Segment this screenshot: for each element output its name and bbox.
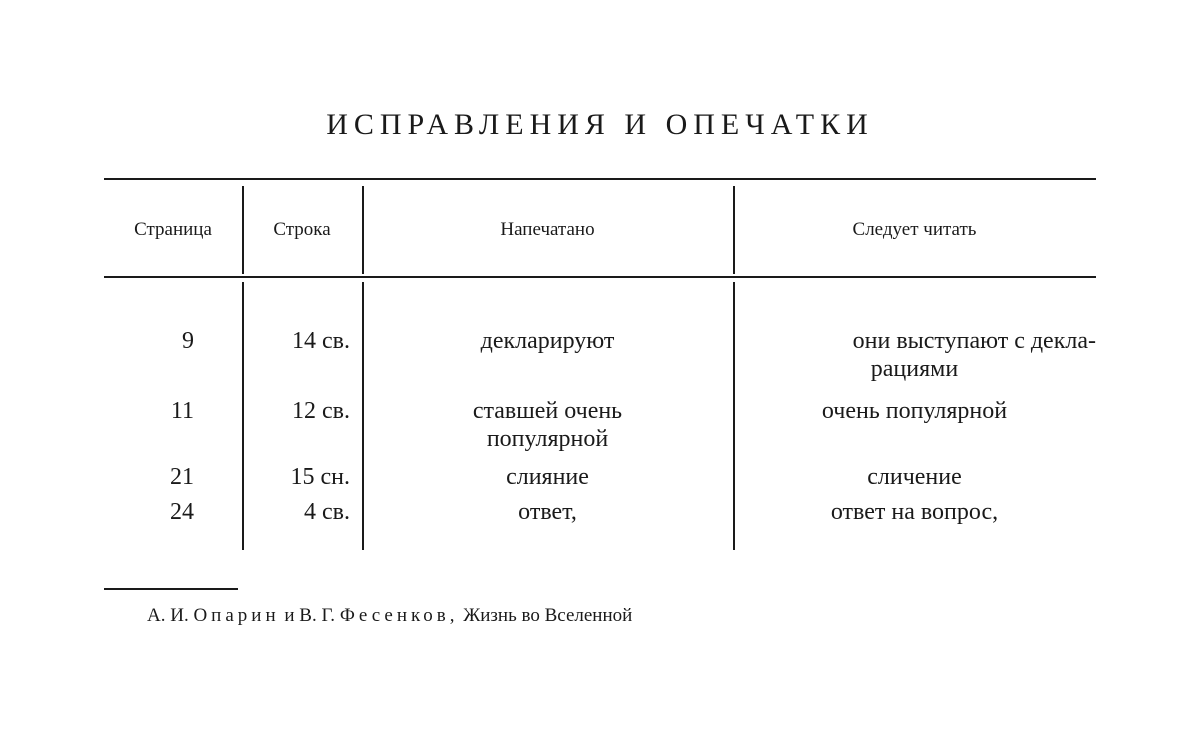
header-printed: Напечатано [500, 219, 595, 240]
cell-page: 24 [170, 499, 194, 525]
cell-printed: слияние [506, 464, 589, 490]
table-header-rule [104, 276, 1096, 278]
header-page: Страница [134, 219, 212, 240]
header-should-read: Следует читать [852, 219, 977, 240]
cell-should-read: ответ на вопрос, [830, 499, 999, 525]
cell-page: 11 [170, 398, 194, 424]
header-line: Строка [273, 219, 331, 240]
cell-line: 4 св. [304, 499, 350, 525]
author1-initials: А. И. [147, 605, 189, 626]
cell-page: 9 [182, 328, 194, 354]
author1-name: Опарин [193, 605, 280, 626]
cell-page: 21 [170, 464, 194, 490]
author2-name: Фесенков, [339, 605, 459, 626]
table-top-rule [104, 178, 1096, 180]
conjunction: и [284, 605, 295, 626]
cell-line: 15 сн. [290, 464, 350, 490]
cell-line: 14 св. [292, 328, 350, 354]
cell-line: 12 св. [292, 398, 350, 424]
page-title: ИСПРАВЛЕНИЯ И ОПЕЧАТКИ [326, 108, 874, 141]
cell-should-read: они выступают с декла- [852, 328, 1096, 354]
book-title: Жизнь во Вселенной [463, 605, 633, 626]
cell-should-read-cont: рациями [870, 356, 959, 382]
cell-printed: декларируют [480, 328, 615, 354]
footnote-rule [104, 588, 238, 590]
footnote [147, 605, 632, 627]
author2-initials: В. Г. [299, 605, 336, 626]
cell-should-read: очень популярной [821, 398, 1008, 424]
cell-printed-cont: популярной [486, 426, 609, 452]
cell-printed: ставшей очень [472, 398, 623, 424]
cell-printed: ответ, [518, 499, 577, 525]
cell-should-read: сличение [867, 464, 962, 490]
